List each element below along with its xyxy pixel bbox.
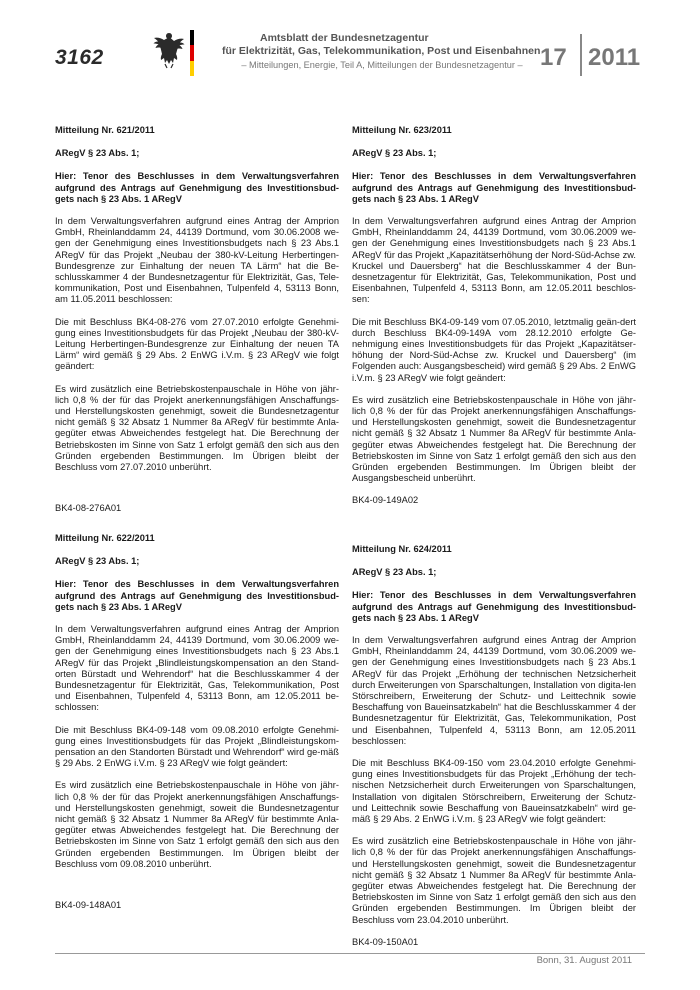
mitteilung-title: Mitteilung Nr. 621/2011 (55, 125, 155, 135)
paragraph: In dem Verwaltungsverfahren aufgrund eines Antrag der Amprion GmbH, Rheinlanddamm 24, 44139 Dortmund, vom 30.06.2009 we-gen der Genehmigung eines Investitionsbudgets nach § 23 Abs.1 ARegV für das Projekt „Erhöhung der technischen Netzsicherheit durch Erweiterungen von Sparschaltungen, Installation von digita-len Störschreibern, Erweiterung der Schutz- und Leittechnik sowie Beschaffung von Baueinsatzkabeln“ hat die Beschlusskammer 4 der Bundesnetzagentur für Elektrizität, Gas, Telekommunikation, Post und Eisenbahnen, Tulpenfeld 4, 53113 Bonn, am 12.05.2011 beschlossen: (352, 635, 636, 746)
paragraph: Es wird zusätzlich eine Betriebskostenpauschale in Höhe von jähr-lich 0,8 % der für das Projekt anerkennungsfähigen Anschaffungs- und Herstellungskosten genehmigt, soweit die Bundesnetzagentur nicht gemäß § 32 Absatz 1 Nummer 8a ARegV für bestimmte Anla-gegüter etwas Abweichendes festgelegt hat. Die Berechnung der Betriebskosten im Sinne von Satz 1 erfolgt gemäß den sich aus den Gründen ergebenden Bestimmungen. Im Übrigen bleibt der Beschluss vom 27.07.2010 unberührt. (55, 383, 339, 473)
mitteilung-subtitle: ARegV § 23 Abs. 1; (55, 556, 140, 567)
reference-code: BK4-09-148A01 (55, 900, 122, 911)
paragraph: Die mit Beschluss BK4-08-276 vom 27.07.2010 erfolgte Genehmi-gung eines Investitionsbudgets für das Projekt „Neubau der 380-kV-Leitung Herbertingen-Bundesgrenze zur Einhaltung der neuen TA Lärm“ wird gemäß § 29 Abs. 2 EnWG i.V.m. § 23 ARegV wie folgt geändert: (55, 316, 339, 372)
footer-divider (55, 953, 645, 954)
mitteilung-subtitle: ARegV § 23 Abs. 1; (55, 148, 140, 159)
mitteilung-heading: Hier: Tenor des Beschlusses in dem Verwaltungsverfahren aufgrund des Antrags auf Genehmigung des Investitionsbud-gets nach § 23 Abs. 1 ARegV (352, 171, 636, 204)
journal-title-line1: Amtsblatt der Bundesnetzagentur (260, 32, 429, 44)
paragraph: Die mit Beschluss BK4-09-148 vom 09.08.2010 erfolgte Genehmi-gung eines Investitionsbudgets für das Projekt „Blindleistungskom-pensation an den Standorten Bürstadt und Wehrendorf“ wird ge-mäß § 29 Abs. 2 EnWG i.V.m. § 23 ARegV wie folgt geändert: (55, 724, 339, 769)
reference-code: BK4-08-276A01 (55, 503, 122, 514)
journal-title (222, 32, 542, 57)
paragraph: Es wird zusätzlich eine Betriebskostenpauschale in Höhe von jähr-lich 0,8 % der für das Projekt anerkennungsfähigen Anschaffungs- und Herstellungskosten genehmigt, soweit die Bundesnetzagentur nicht gemäß § 32 Absatz 1 Nummer 8a ARegV für bestimmte Anla-gegüter etwas Abweichendes festgelegt hat. Die Berechnung der Betriebskosten im Sinne von Satz 1 erfolgt gemäß den sich aus den Gründen ergebenden Bestimmungen. Im Übrigen bleibt der Beschluss vom 23.04.2010 unberührt. (352, 836, 636, 925)
mitteilung-subtitle: ARegV § 23 Abs. 1; (352, 148, 437, 159)
federal-eagle-icon (152, 30, 186, 70)
issue-year: 2011 (588, 44, 641, 71)
flag-black-stripe (190, 30, 194, 45)
flag-stripe (190, 30, 194, 76)
paragraph: In dem Verwaltungsverfahren aufgrund eines Antrag der Amprion GmbH, Rheinlanddamm 24, 44139 Dortmund, vom 30.06.2008 we-gen der Genehmigung eines Investitionsbudgets nach § 23 Abs.1 ARegV für das Projekt „Neubau der 380-kV-Leitung Herbertingen-Bundesgrenze zur Einhaltung der neuen TA Lärm“ hat die Be-schlusskammer 4 der Bundesnetzagentur für Elektrizität, Gas, Tele-kommunikation, Post und Eisenbahnen, Tulpenfeld 4, 53113 Bonn, am 11.05.2011 beschlossen: (55, 216, 339, 305)
reference-code: BK4-09-150A01 (352, 936, 419, 947)
mitteilung-title: Mitteilung Nr. 624/2011 (352, 544, 452, 554)
paragraph: Es wird zusätzlich eine Betriebskostenpauschale in Höhe von jähr-lich 0,8 % der für das Projekt anerkennungsfähigen Anschaffungs- und Herstellungskosten genehmigt, soweit die Bundesnetzagentur nicht gemäß § 32 Absatz 1 Nummer 8a ARegV für bestimmte Anla-gegüter etwas Abweichendes festgelegt hat. Die Berechnung der Betriebskosten im Sinne von Satz 1 erfolgt gemäß den sich aus den Gründen ergebenden Bestimmungen. Im Übrigen bleibt der Ausgangsbescheid unberührt. (352, 394, 636, 484)
mitteilung-621 (55, 125, 339, 514)
reference-code: BK4-09-149A02 (352, 495, 419, 506)
issue-number: 17 (540, 44, 567, 71)
paragraph: Es wird zusätzlich eine Betriebskostenpauschale in Höhe von jähr-lich 0,8 % der für das Projekt anerkennungsfähigen Anschaffungs- und Herstellungskosten genehmigt, soweit die Bundesnetzagentur nicht gemäß § 32 Absatz 1 Nummer 8a ARegV für bestimmte Anla-gegüter etwas Abweichendes festgelegt hat. Die Berechnung der Betriebskosten im Sinne von Satz 1 erfolgt gemäß den sich aus den Gründen ergebenden Bestimmungen. Im Übrigen bleibt der Beschluss vom 09.08.2010 unberührt. (55, 780, 339, 869)
mitteilung-622 (55, 533, 339, 911)
paragraph: Die mit Beschluss BK4-09-149 vom 07.05.2010, letztmalig geän-dert durch Beschluss BK4-09-149A vom 28.12.2010 erfolgte Ge-nehmigung eines Investitionsbudgets für das Projekt „Kapazitätser-höhung der Nord-Süd-Achse zw. Kruckel und Dauersberg“ (im Folgenden auch: Ausgangsbescheid) wird gemäß § 29 Abs. 2 EnWG i.V.m. § 23 ARegV wie folgt geändert: (352, 316, 636, 383)
mitteilung-624 (352, 544, 636, 948)
mitteilung-heading: Hier: Tenor des Beschlusses in dem Verwaltungsverfahren aufgrund des Antrags auf Genehmigung des Investitionsbud-gets nach § 23 Abs. 1 ARegV (55, 579, 339, 612)
footer-date: Bonn, 31. August 2011 (536, 955, 632, 966)
paragraph: In dem Verwaltungsverfahren aufgrund eines Antrag der Amprion GmbH, Rheinlanddamm 24, 44139 Dortmund, vom 30.06.2009 we-gen der Genehmigung eines Investitionsbudgets nach § 23 Abs.1 ARegV für das Projekt „Kapazitätserhöhung der Nord-Süd-Achse zw. Kruckel und Dauersberg“ hat die Beschlusskammer 4 der Bun-desnetzagentur für Elektrizität, Gas, Telekommunikation, Post und Eisenbahnen, Tulpenfeld 4, 53113 Bonn, am 12.05.2011 beschlos-sen: (352, 216, 636, 305)
mitteilung-subtitle: ARegV § 23 Abs. 1; (352, 567, 437, 578)
paragraph: Die mit Beschluss BK4-09-150 vom 23.04.2010 erfolgte Genehmi-gung eines Investitionsbudgets für das Projekt „Erhöhung der tech-nischen Netzsicherheit durch Erweiterungen von Sparschaltungen, Installation von digitalen Störschreibern, Erweiterung der Schutz- und Leittechnik sowie Beschaffung von Baueinsatzkabeln“ wird ge-mäß § 29 Abs. 2 EnWG i.V.m. § 23 ARegV wie folgt geändert: (352, 758, 636, 825)
paragraph: In dem Verwaltungsverfahren aufgrund eines Antrag der Amprion GmbH, Rheinlanddamm 24, 44139 Dortmund, vom 30.06.2009 we-gen der Genehmigung eines Investitionsbudgets nach § 23 Abs.1 ARegV für das Projekt „Blindleistungskompensation an den Stand-orten Bürstadt und Wehrendorf“ hat die Beschlusskammer 4 der Bundesnetzagentur für Elektrizität, Gas, Telekommunikation, Post und Eisenbahnen, Tulpenfeld 4, 53113 Bonn, am 12.05.2011 be-schlossen: (55, 624, 339, 713)
page-number: 3162 (55, 46, 104, 69)
mitteilung-heading: Hier: Tenor des Beschlusses in dem Verwaltungsverfahren aufgrund des Antrags auf Genehmigung des Investitionsbud-gets nach § 23 Abs. 1 ARegV (55, 171, 339, 204)
mitteilung-heading: Hier: Tenor des Beschlusses in dem Verwaltungsverfahren aufgrund des Antrags auf Genehmigung des Investitionsbud-gets nach § 23 Abs. 1 ARegV (352, 590, 636, 623)
mitteilung-title: Mitteilung Nr. 622/2011 (55, 533, 155, 543)
flag-gold-stripe (190, 61, 194, 76)
mitteilung-title: Mitteilung Nr. 623/2011 (352, 125, 452, 135)
flag-red-stripe (190, 45, 194, 60)
journal-subtitle: – Mitteilungen, Energie, Teil A, Mitteilungen der Bundesnetzagentur – (241, 60, 523, 70)
journal-title-line2: für Elektrizität, Gas, Telekommunikation, Post und Eisenbahnen (222, 44, 541, 57)
issue-divider (580, 34, 582, 76)
mitteilung-623 (352, 125, 636, 507)
